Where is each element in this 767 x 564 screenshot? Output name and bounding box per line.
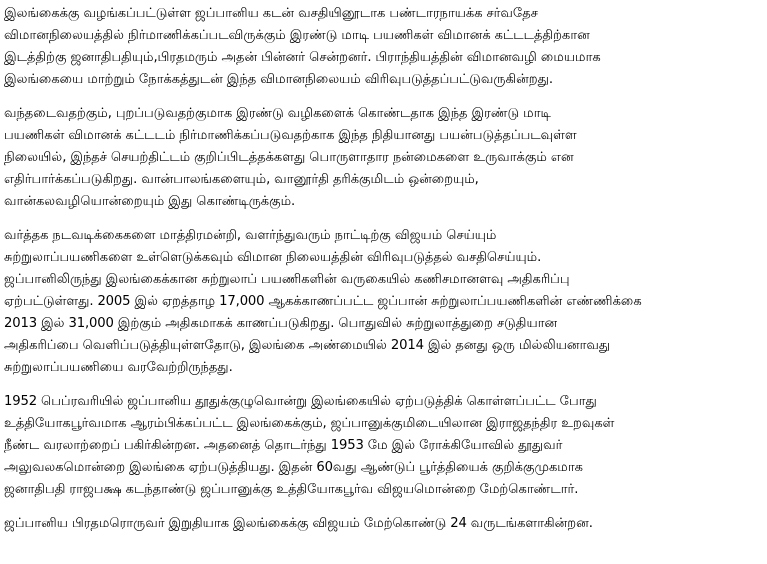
article-body bbox=[4, 3, 762, 547]
text-line: ஜனாதிபதி ராஜபக்ஷ கடந்தாண்டு ஜப்பானுக்கு உத்தியோகபூர்வ விஜயமொன்றை மேற்கொண்டார். bbox=[4, 482, 579, 497]
text-line: 1952 பெப்ரவரியில் ஜப்பானிய தூதுக்குழுவொன்று இலங்கையில் ஏற்படுத்திக் கொள்ளப்பட்ட போது bbox=[4, 394, 597, 409]
paragraph-airport-expansion bbox=[4, 3, 762, 91]
text-line: ஜப்பானிலிருந்து இலங்கைக்கான சுற்றுலாப் பயணிகளின் வருகையில் கணிசமானளவு அதிகரிப்பு bbox=[4, 272, 570, 287]
text-line: இடத்திற்கு ஜனாதிபதியும்,பிரதமரும் அதன் பின்னர் சென்றனர். பிராந்தியத்தின் விமானவழி மையமாக bbox=[4, 50, 601, 65]
paragraph-diplomatic-history bbox=[4, 391, 762, 501]
paragraph-terminal-details bbox=[4, 103, 762, 213]
text-line: பயணிகள் விமானக் கட்டடம் நிர்மாணிக்கப்படுவதற்காக இந்த நிதியானது பயன்படுத்தப்படவுள்ள bbox=[4, 128, 577, 143]
text-line: வான்கலவழியொன்றையும் இது கொண்டிருக்கும். bbox=[4, 194, 296, 209]
text-line: வந்தடைவதற்கும், புறப்படுவதற்குமாக இரண்டு வழிகளைக் கொண்டதாக இந்த இரண்டு மாடி bbox=[4, 106, 551, 121]
text-line: நீண்ட வரலாற்றைப் பகிர்கின்றன. அதனைத் தொடர்ந்து 1953 மே இல் ரோக்கியோவில் தூதுவர் bbox=[4, 438, 563, 453]
text-line: அதிகரிப்பை வெளிப்படுத்தியுள்ளதோடு, இலங்கை அண்மையில் 2014 இல் தனது ஒரு மில்லியனாவது bbox=[4, 338, 611, 353]
text-line: ஏற்பட்டுள்ளது. 2005 இல் ஏறத்தாழ 17,000 ஆகக்காணப்பட்ட ஜப்பான் சுற்றுலாப்பயணிகளின் எண்ணிக்கை bbox=[4, 294, 642, 309]
text-line: விமானநிலையத்தில் நிர்மாணிக்கப்படவிருக்கும் இரண்டு மாடி பயணிகள் விமானக் கட்டடத்திற்கான bbox=[4, 28, 590, 43]
text-line: உத்தியோகபூர்வமாக ஆரம்பிக்கப்பட்ட இலங்கைக்கும், ஜப்பானுக்குமிடையிலான இராஜதந்திர உறவுகள் bbox=[4, 416, 615, 431]
text-line: இலங்கையை மாற்றும் நோக்கத்துடன் இந்த விமானநிலையம் விரிவுபடுத்தப்பட்டுவருகின்றது. bbox=[4, 72, 553, 87]
text-line: ஜப்பானிய பிரதமரொருவர் இறுதியாக இலங்கைக்கு விஜயம் மேற்கொண்டு 24 வருடங்களாகின்றன. bbox=[4, 516, 593, 531]
text-line: சுற்றுலாப்பயணிகளை உள்ளெடுக்கவும் விமான நிலையத்தின் விரிவுபடுத்தல் வசதிசெய்யும். bbox=[4, 250, 542, 265]
text-line: அலுவலகமொன்றை இலங்கை ஏற்படுத்தியது. இதன் 60வது ஆண்டுப் பூர்த்தியைக் குறிக்குமுகமாக bbox=[4, 460, 583, 475]
text-line: 2013 இல் 31,000 இற்கும் அதிகமாகக் காணப்படுகிறது. பொதுவில் சுற்றுலாத்துறை சடுதியான bbox=[4, 316, 558, 331]
text-line: வர்த்தக நடவடிக்கைகளை மாத்திரமன்றி, வளர்ந்துவரும் நாட்டிற்கு விஜயம் செய்யும் bbox=[4, 228, 497, 243]
paragraph-pm-visit bbox=[4, 513, 762, 535]
text-line: இலங்கைக்கு வழங்கப்பட்டுள்ள ஜப்பானிய கடன் வசதியினூடாக பண்டாரநாயக்க சர்வதேச bbox=[4, 6, 538, 21]
text-line: எதிர்பார்க்கப்படுகிறது. வான்பாலங்களையும், வானூர்தி தரிக்குமிடம் ஒன்றையும், bbox=[4, 172, 479, 187]
text-line: சுற்றுலாப்பயணியை வரவேற்றிருந்தது. bbox=[4, 360, 233, 375]
text-line: நிலையில், இந்தச் செயற்திட்டம் குறிப்பிடத்தக்களது பொருளாதார நன்மைகளை உருவாக்கும் என bbox=[4, 150, 574, 165]
paragraph-tourism bbox=[4, 225, 762, 379]
